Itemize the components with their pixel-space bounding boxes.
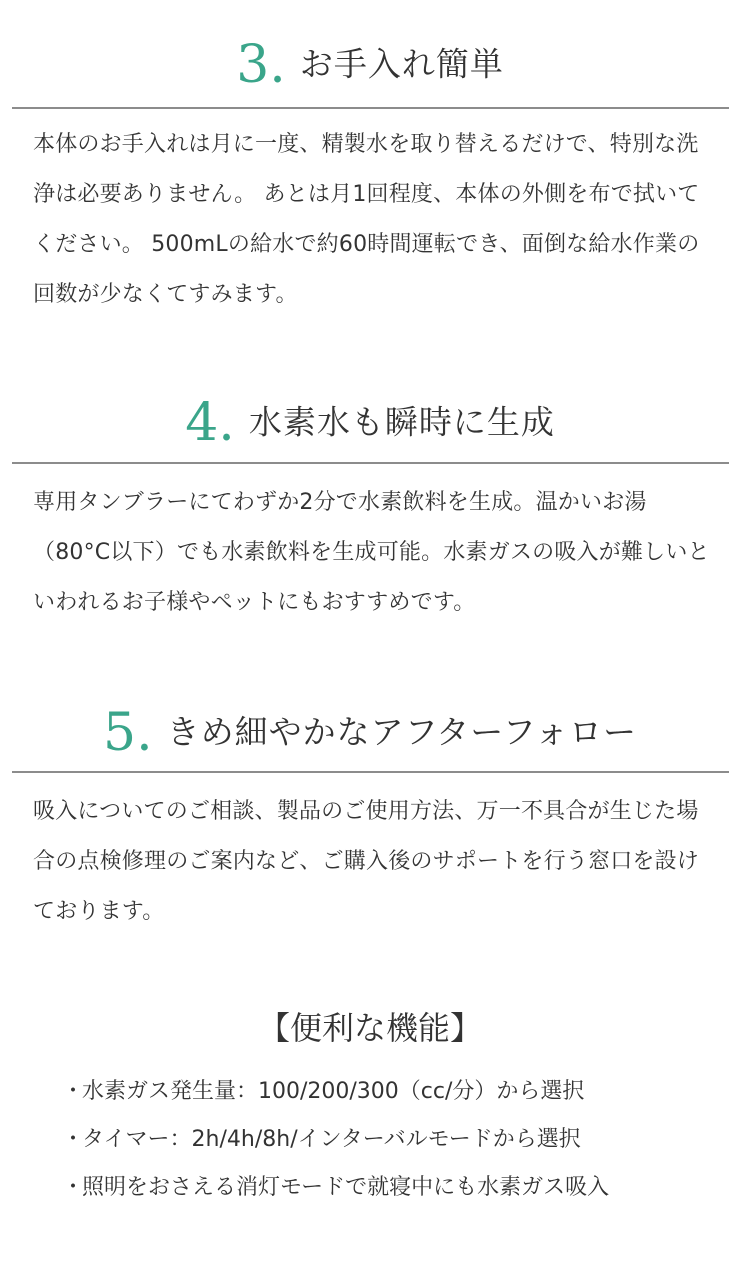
section-divider: [12, 462, 729, 464]
section-title: きめ細やかなアフターフォロー: [166, 712, 637, 752]
section-number: 4.: [185, 392, 235, 453]
section-body: 専用タンブラーにてわずか2分で水素飲料を生成。温かいお湯（80°C以下）でも水素飲料を生成可能。水素ガスの吸入が難しいといわれるお子様やペットにもおすすめです。: [33, 490, 710, 615]
list-item: [62, 1116, 722, 1164]
feature-text: 水素ガス発生量：100/200/300（cc/分）から選択: [82, 1079, 585, 1104]
section-title: 水素水も瞬時に生成: [248, 402, 555, 442]
list-item: [62, 1164, 722, 1212]
features-list: [62, 1068, 722, 1212]
section-divider: [12, 107, 729, 109]
section-title: お手入れ簡単: [299, 44, 504, 84]
section-body: 本体のお手入れは月に一度、精製水を取り替えるだけで、特別な洗浄は必要ありません。 あとは月1回程度、本体の外側を布で拭いてください。 500mLの給水で約60時間運転でき、面倒な給水作業の回数が少なくてすみます。: [33, 132, 700, 307]
section-heading: [0, 392, 740, 452]
feature-text: タイマー：2h/4h/8h/インターバルモードから選択: [82, 1127, 581, 1152]
list-item: [62, 1068, 722, 1116]
feature-text: 照明をおさえる消灯モードで就寝中にも水素ガス吸入: [82, 1175, 610, 1200]
bullet: ・: [62, 1079, 85, 1104]
bullet: ・: [62, 1127, 85, 1152]
section-heading: [0, 702, 740, 762]
section-heading: [0, 34, 740, 94]
bullet: ・: [62, 1175, 85, 1200]
features-title: 【便利な機能】: [257, 1009, 482, 1047]
section-number: 3.: [236, 34, 286, 95]
section-divider: [12, 771, 729, 773]
section-number: 5.: [102, 702, 153, 763]
section-body: 吸入についてのご相談、製品のご使用方法、万一不具合が生じた場合の点検修理のご案内など、ご購入後のサポートを行う窓口を設けております。: [33, 799, 700, 924]
